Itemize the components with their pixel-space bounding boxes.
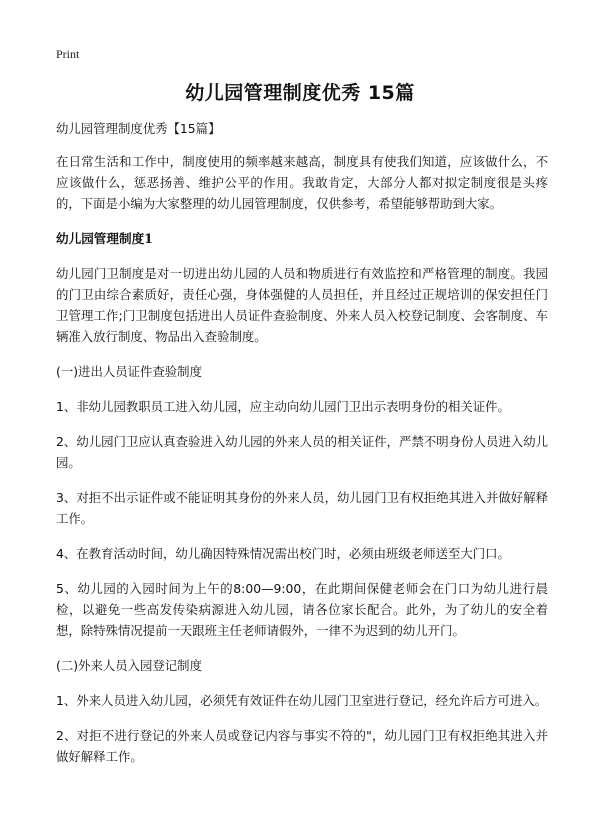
print-link[interactable]: Print [56,47,80,61]
list-item: 2、对拒不进行登记的外来人员或登记内容与事实不符的"，幼儿园门卫有权拒绝其进入并做好解释工作。 [56,728,548,764]
list-item: 2、幼儿园门卫应认真查验进入幼儿园的外来人员的相关证件，严禁不明身份人员进入幼儿园。 [56,434,548,470]
intro-paragraph: 在日常生活和工作中，制度使用的频率越来越高，制度具有使我们知道，应该做什么，不应该做什么，惩恶扬善、维护公平的作用。我敢肯定，大部分人都对拟定制度很是头疼的，下面是小编为大家整理的幼儿园管理制度，仅供参考，希望能够帮助到大家。 [56,154,548,211]
document-subtitle: 幼儿园管理制度优秀【15篇】 [56,121,221,136]
list-item: 3、对拒不出示证件或不能证明其身份的外来人员，幼儿园门卫有权拒绝其进入并做好解释工作。 [56,490,548,526]
list-item: 5、幼儿园的入园时间为上午的8:00—9:00，在此期间保健老师会在门口为幼儿进行晨检，以避免一些高发传染病源进入幼儿园，请各位家长配合。此外，为了幼儿的安全着想，除特殊情况提前一天跟班主任老师请假外，一律不为迟到的幼儿开门。 [56,581,548,638]
part-heading: (一)进出人员证件查验制度 [56,364,202,379]
list-item: 4、在教育活动时间，幼儿确因特殊情况需出校门时，必须由班级老师送至大门口。 [56,546,510,561]
section-paragraph: 幼儿园门卫制度是对一切进出幼儿园的人员和物质进行有效监控和严格管理的制度。我园的门卫由综合素质好，责任心强，身体强健的人员担任，并且经过正规培训的保安担任门卫管理工作;门卫制度包括进出人员证件查验制度、外来人员入校登记制度、会客制度、车辆准入放行制度、物品出入查验制度。 [56,266,548,344]
document-title: 幼儿园管理制度优秀 15篇 [185,82,415,104]
list-item: 1、外来人员进入幼儿园，必须凭有效证件在幼儿园门卫室进行登记，经允许后方可进入。 [56,693,548,708]
list-item: 1、非幼儿园教职员工进入幼儿园，应主动向幼儿园门卫出示表明身份的相关证件。 [56,399,510,414]
document-body [56,118,548,781]
section-heading: 幼儿园管理制度1 [56,231,153,246]
part-heading: (二)外来人员入园登记制度 [56,658,202,673]
